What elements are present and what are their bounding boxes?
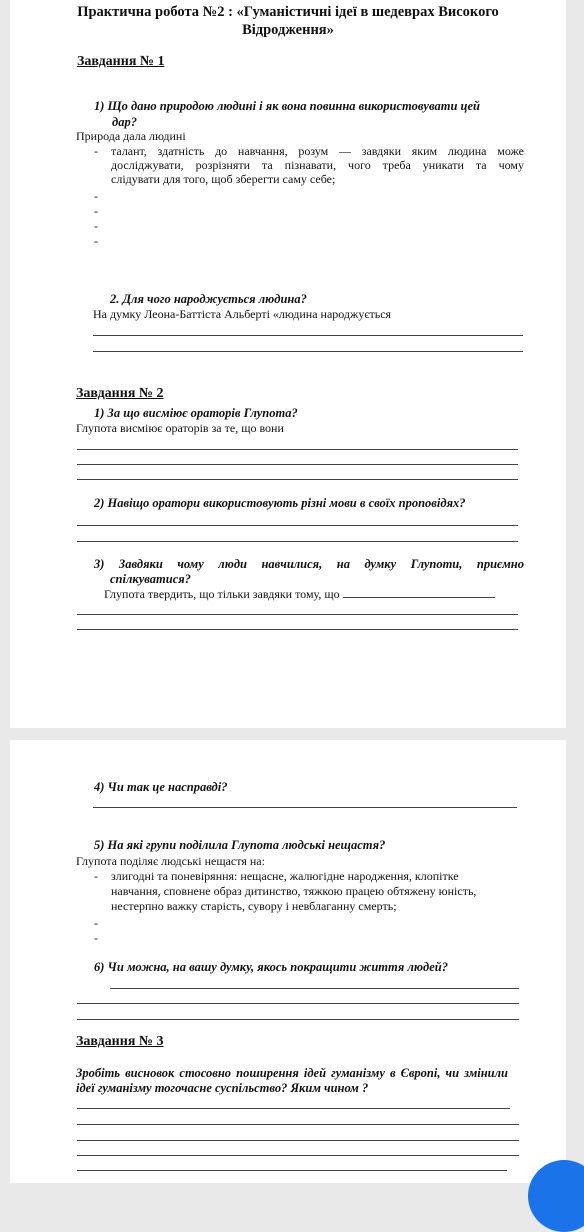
task-1-question-1-line-2: дар?	[112, 115, 137, 129]
document-title-line-2: Відродження»	[242, 22, 334, 38]
answer-line	[77, 479, 518, 480]
task-2-question-3-line-1: 3) Завдяки чому люди навчилися, на думку Глупоти, приємно	[94, 557, 524, 571]
task-1-bullet-line-1: талант, здатність до навчання, розум — завдяки яким людина може	[111, 144, 524, 158]
answer-line	[77, 1155, 519, 1156]
fill-in-blank	[343, 588, 495, 598]
task-2-question-5-answer: Глупота поділяє людські нещастя на:	[76, 854, 265, 868]
empty-bullet-dash: -	[94, 234, 98, 248]
task-1-bullet-line-2: досліджувати, розрізняти та пізнавати, чого треба уникати та чому	[111, 158, 524, 172]
answer-line	[77, 464, 518, 465]
empty-bullet-dash: -	[94, 189, 98, 203]
task-2-bullet-line-2: навчання, сповнене образ дитинство, тяжкою працею обтяжену юність,	[111, 884, 477, 898]
task-3-prompt-line-1: Зробіть висновок стосовно поширення ідей гуманізму в Європі, чи змінили	[76, 1066, 508, 1080]
answer-line	[77, 1003, 519, 1004]
answer-line	[77, 541, 518, 542]
task-2-bullet-line-3: нестерпно важку старість, сувору і невблаганну смерть;	[111, 899, 397, 913]
empty-bullet-dash: -	[94, 916, 98, 930]
answer-line	[77, 449, 518, 450]
floating-action-button[interactable]	[528, 1160, 584, 1232]
empty-bullet-dash: -	[94, 204, 98, 218]
bullet-dash: -	[94, 869, 98, 883]
answer-line	[77, 1170, 507, 1171]
bullet-dash: -	[94, 144, 98, 158]
task-2-bullet-line-1: злигодні та поневіряння: нещасне, жалюгідне народження, клопітке	[111, 869, 459, 883]
answer-line	[93, 807, 517, 808]
empty-bullet-dash: -	[94, 219, 98, 233]
task-2-question-5: 5) На які групи поділила Глупота людські нещастя?	[94, 838, 386, 852]
task-2-question-1: 1) За що висміює ораторів Глупота?	[94, 406, 298, 420]
task-2-question-3-answer-text: Глупота твердить, що тільки завдяки тому, що	[104, 587, 340, 601]
task-2-question-3-line-2: спілкуватися?	[110, 572, 191, 586]
answer-line	[77, 1108, 510, 1109]
answer-line	[77, 629, 518, 630]
task-1-question-2: 2. Для чого народжується людина?	[110, 292, 307, 306]
answer-line	[110, 988, 519, 989]
answer-line	[77, 614, 518, 615]
task-1-heading: Завдання № 1	[77, 54, 165, 69]
document-page-2	[10, 740, 566, 1183]
task-2-question-1-answer: Глупота висміює ораторів за те, що вони	[76, 421, 284, 435]
empty-bullet-dash: -	[94, 931, 98, 945]
task-2-heading: Завдання № 2	[76, 386, 164, 401]
task-1-question-2-answer: На думку Леона-Баттіста Альберті «людина народжується	[93, 307, 392, 321]
task-1-answer-intro: Природа дала людині	[76, 129, 186, 143]
task-1-question-1-line-1: 1) Що дано природою людині і як вона повинна використовувати цей	[94, 99, 480, 113]
task-2-question-2: 2) Навіщо оратори використовують різні мови в своїх проповідях?	[94, 496, 466, 510]
document-title-line-1: Практична робота №2 : «Гуманістичні ідеї в шедеврах Високого	[77, 4, 499, 20]
task-2-question-6: 6) Чи можна, на вашу думку, якось покращити життя людей?	[94, 960, 448, 974]
task-3-heading: Завдання № 3	[76, 1034, 164, 1049]
answer-line	[93, 351, 523, 352]
task-1-bullet-line-3: слідувати для того, щоб зберегти саму себе;	[111, 172, 336, 186]
answer-line	[77, 1124, 519, 1125]
task-3-prompt-line-2: ідеї гуманізму тогочасне суспільство? Яким чином ?	[76, 1081, 369, 1095]
answer-line	[77, 1019, 519, 1020]
task-2-question-4: 4) Чи так це насправді?	[94, 780, 228, 794]
answer-line	[77, 525, 518, 526]
document-page-1	[10, 0, 566, 728]
answer-line	[93, 335, 523, 336]
answer-line	[77, 1140, 519, 1141]
task-2-question-3-answer	[104, 587, 495, 602]
